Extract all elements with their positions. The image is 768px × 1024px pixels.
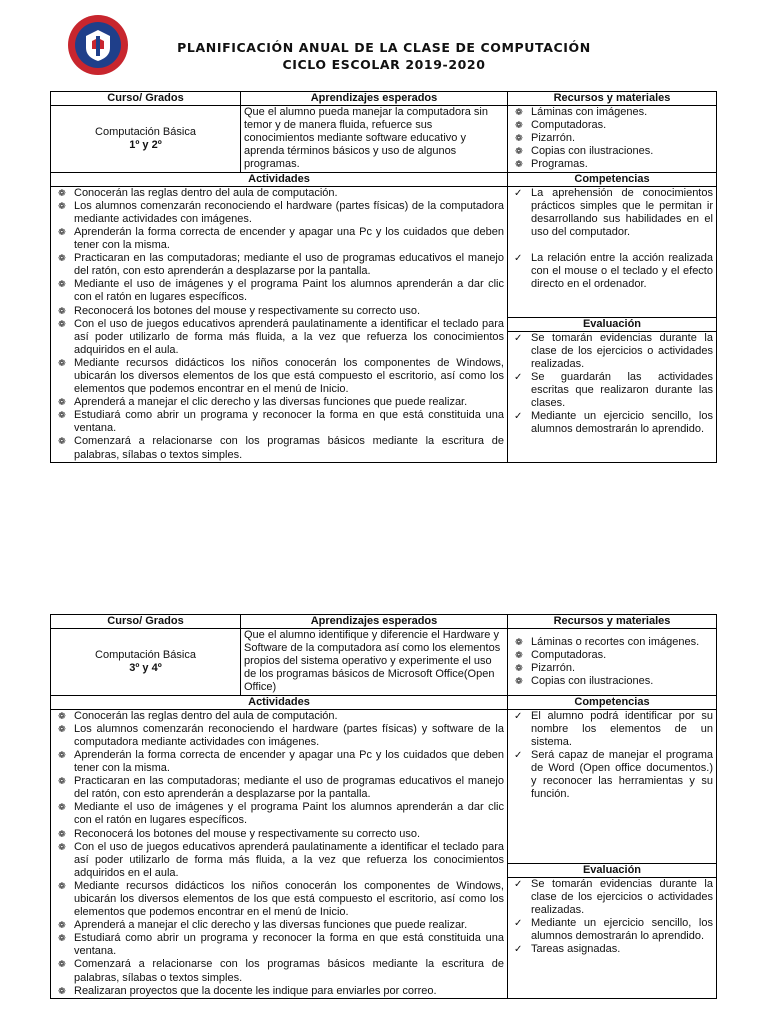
list-item-text: Tareas asignadas. (531, 943, 621, 956)
mouse-icon: ❁ (515, 147, 523, 158)
mouse-icon: ❁ (515, 676, 523, 687)
list-item (54, 880, 504, 919)
resources-list (511, 636, 713, 688)
section-body-row (51, 186, 717, 317)
list-item-text: La aprehensión de conocimientos prácticos simples que le permitan ir desarrollando sus habilidades en el uso del computador. (531, 186, 713, 238)
list-item (511, 636, 713, 649)
competencies-header: Competencias (508, 172, 717, 186)
list-item (511, 106, 713, 119)
mouse-icon: ❁ (58, 921, 66, 932)
mouse-icon: ❁ (515, 134, 523, 145)
activities-cell (51, 709, 508, 998)
mouse-icon: ❁ (515, 663, 523, 674)
list-item-text: Aprenderán la forma correcta de encender y apagar una Pc y los cuidados que deben tener con la misma. (74, 225, 504, 252)
evaluation-list (511, 332, 713, 437)
list-item-text: Reconocerá los botones del mouse y respectivamente su correcto uso. (74, 827, 421, 840)
table-header-row (51, 92, 717, 106)
page-title: PLANIFICACIÓN ANUAL DE LA CLASE DE COMPUTACIÓN (177, 40, 591, 55)
mouse-icon: ❁ (58, 777, 66, 788)
mouse-icon: ❁ (58, 254, 66, 265)
list-item-text: Practicaran en las computadoras; mediante el uso de programas educativos el manejo del ratón, con esto aprenderán a desplazarse por la pantalla. (74, 775, 504, 801)
section-header-row (51, 172, 717, 186)
learning-cell: Que el alumno pueda manejar la computadora sin temor y de manera fluida, refuerce sus conocimientos mediante software educativo y aprenda términos básicos y uso de algunos programas. (241, 106, 508, 172)
resources-header: Recursos y materiales (508, 615, 717, 629)
mouse-icon: ❁ (58, 358, 66, 369)
resources-cell (508, 106, 717, 172)
list-item-text: Láminas o recortes con imágenes. (531, 635, 700, 648)
list-item-text: Se tomarán evidencias durante la clase de los ejercicios o actividades realizadas. (531, 331, 713, 370)
course-cell (51, 106, 241, 172)
resources-list (511, 106, 713, 171)
list-item (511, 649, 713, 662)
list-item-text: Se guardarán las actividades escritas que realizaron durante las clases. (531, 370, 713, 410)
list-item (54, 919, 504, 932)
list-item (511, 252, 713, 291)
list-item-text: Conocerán las reglas dentro del aula de computación. (74, 186, 338, 199)
resources-header: Recursos y materiales (508, 92, 717, 106)
list-item (511, 662, 713, 675)
checkmark-icon: ✓ (514, 371, 523, 383)
mouse-icon: ❁ (58, 319, 66, 330)
planning-table-2 (50, 614, 717, 999)
list-item-text: Conocerán las reglas dentro del aula de computación. (74, 709, 338, 722)
checkmark-icon: ✓ (514, 332, 523, 344)
mouse-icon: ❁ (58, 306, 66, 317)
course-header: Curso/ Grados (51, 92, 241, 106)
list-item-text: Mediante un ejercicio sencillo, los alumnos demostrarán lo aprendido. (531, 410, 713, 436)
list-item (54, 828, 504, 841)
list-item-text: Mediante recursos didácticos los niños conocerán los componentes de Windows, ubicarán los diversos elementos de los que está compuesto el escritorio, así como los elementos que podemos encontrar en el menú de Inicio. (74, 356, 504, 396)
list-item (54, 318, 504, 357)
mouse-icon: ❁ (515, 108, 523, 119)
list-item-text: Los alumnos comenzarán reconociendo el hardware (partes físicas) de la computadora mediante actividades con imágenes. (74, 199, 504, 225)
list-item-text: Comenzará a relacionarse con los programas básicos mediante la escritura de palabras, sílabas o textos simples. (74, 435, 504, 461)
activities-header: Actividades (51, 695, 508, 709)
list-item (511, 710, 713, 749)
evaluation-header: Evaluación (508, 317, 717, 331)
list-item (511, 410, 713, 436)
list-item-text: Con el uso de juegos educativos aprenderá paulatinamente a identificar el teclado para así poder utilizarlo de forma más fluida, a la vez que refuerza los conocimientos adquiridos en el aula. (74, 840, 504, 879)
mouse-icon: ❁ (58, 829, 66, 840)
checkmark-icon: ✓ (514, 749, 523, 761)
list-item-text: Estudiará como abrir un programa y reconocer la forma en que está constituida una ventana. (74, 409, 504, 435)
list-item (54, 435, 504, 461)
page-subtitle: CICLO ESCOLAR 2019-2020 (282, 57, 486, 72)
list-item-text: Aprenderá a manejar el clic derecho y las diversas funciones que puede realizar. (74, 919, 468, 932)
list-item-text: Computadoras. (531, 119, 607, 132)
evaluation-cell (508, 331, 717, 462)
competencies-cell (508, 709, 717, 863)
list-item-text: Con el uso de juegos educativos aprenderá paulatinamente a identificar el teclado para así poder utilizarlo de forma más fluida, a la vez que refuerza los conocimientos adquiridos en el aula. (74, 317, 504, 356)
list-item (54, 305, 504, 318)
checkmark-icon: ✓ (514, 944, 523, 956)
list-item-text: Pizarrón. (531, 661, 576, 674)
mouse-icon: ❁ (58, 711, 66, 722)
list-item (54, 958, 504, 984)
activities-header: Actividades (51, 172, 508, 186)
table-info-row (51, 629, 717, 695)
checkmark-icon: ✓ (514, 878, 523, 890)
list-item (511, 917, 713, 943)
list-item (511, 878, 713, 917)
list-item (511, 371, 713, 410)
course-header: Curso/ Grados (51, 615, 241, 629)
list-item (54, 932, 504, 958)
activities-list (54, 187, 504, 462)
list-item (511, 145, 713, 158)
mouse-icon: ❁ (58, 960, 66, 971)
list-item-text: El alumno podrá identificar por su nombre los elementos de un sistema. (531, 709, 713, 748)
evaluation-cell (508, 877, 717, 998)
list-item-text: Mediante recursos didácticos los niños conocerán los componentes de Windows, ubicarán los diversos elementos de los que está compuesto el escritorio, así como los elementos que podemos encontrar en el menú de Inicio. (74, 879, 504, 919)
list-item (54, 775, 504, 801)
checkmark-icon: ✓ (514, 253, 523, 265)
checkmark-icon: ✓ (514, 187, 523, 199)
mouse-icon: ❁ (58, 201, 66, 212)
list-item-text: Aprenderá a manejar el clic derecho y las diversas funciones que puede realizar. (74, 396, 468, 409)
list-item (54, 985, 504, 998)
list-item-text: La relación entre la acción realizada con el mouse o el teclado y el efecto directo en el ordenador. (531, 252, 713, 291)
list-item (54, 278, 504, 304)
evaluation-header: Evaluación (508, 863, 717, 877)
activities-list (54, 710, 504, 998)
list-item-text: Copias con ilustraciones. (531, 674, 654, 687)
mouse-icon: ❁ (58, 724, 66, 735)
list-item-text: Realizaran proyectos que la docente les indique para enviarles por correo. (74, 984, 437, 997)
activities-cell (51, 186, 508, 462)
list-item-text: Aprenderán la forma correcta de encender y apagar una Pc y los cuidados que deben tener con la misma. (74, 748, 504, 775)
mouse-icon: ❁ (58, 227, 66, 238)
list-item (511, 187, 713, 239)
mouse-icon: ❁ (58, 437, 66, 448)
list-item (511, 158, 713, 171)
list-item (54, 749, 504, 775)
competencies-list (511, 187, 713, 292)
mouse-icon: ❁ (58, 881, 66, 892)
competencies-header: Competencias (508, 695, 717, 709)
mouse-icon: ❁ (58, 750, 66, 761)
list-item-text: Programas. (531, 158, 588, 171)
list-item (511, 675, 713, 688)
course-name: Computación Básica (95, 125, 196, 138)
list-item (54, 357, 504, 396)
list-item-text: Copias con ilustraciones. (531, 145, 654, 158)
table-header-row (51, 615, 717, 629)
list-item (54, 396, 504, 409)
list-item (511, 119, 713, 132)
mouse-icon: ❁ (58, 188, 66, 199)
list-item (511, 943, 713, 956)
list-item (54, 841, 504, 880)
mouse-icon: ❁ (58, 803, 66, 814)
mouse-icon: ❁ (58, 280, 66, 291)
list-item (54, 409, 504, 435)
mouse-icon: ❁ (515, 121, 523, 132)
mouse-icon: ❁ (58, 398, 66, 409)
list-item-text: Estudiará como abrir un programa y reconocer la forma en que está constituida una ventana. (74, 932, 504, 958)
course-cell (51, 629, 241, 695)
mouse-icon: ❁ (515, 160, 523, 171)
list-item-text: Pizarrón. (531, 132, 576, 145)
school-logo (67, 14, 129, 76)
mouse-icon: ❁ (515, 650, 523, 661)
mouse-icon: ❁ (58, 411, 66, 422)
checkmark-icon: ✓ (514, 411, 523, 423)
list-item (54, 187, 504, 200)
section-body-row (51, 709, 717, 863)
list-item-text: Reconocerá los botones del mouse y respectivamente su correcto uso. (74, 304, 421, 317)
list-item (54, 252, 504, 278)
mouse-icon: ❁ (58, 934, 66, 945)
list-item (511, 132, 713, 145)
mouse-icon: ❁ (58, 842, 66, 853)
list-item-text: Será capaz de manejar el programa de Word (Open office documentos.) y reconocer las herramientas y su función. (531, 748, 713, 801)
competencies-list (511, 710, 713, 802)
list-item-text: Los alumnos comenzarán reconociendo el hardware (partes físicas) y software de la computadora mediante actividades con imágenes. (74, 722, 504, 748)
list-item-text: Mediante el uso de imágenes y el programa Paint los alumnos aprenderán a dar clic con el ratón en lugares específicos. (74, 801, 504, 827)
list-item (54, 226, 504, 252)
list-item-text: Mediante un ejercicio sencillo, los alumnos demostrarán lo aprendido. (531, 917, 713, 943)
course-grades: 1º y 2º (129, 138, 162, 151)
list-item (54, 801, 504, 827)
list-item-text: Láminas con imágenes. (531, 106, 648, 119)
table-info-row (51, 106, 717, 172)
list-item (54, 200, 504, 226)
course-name: Computación Básica (95, 648, 196, 661)
list-item (54, 723, 504, 749)
mouse-icon: ❁ (515, 637, 523, 648)
list-item-text: Computadoras. (531, 648, 607, 661)
learning-cell: Que el alumno identifique y diferencie el Hardware y Software de la computadora así como los elementos propios del sistema operativo y experimente el uso de los programas básicos de Microsoft Office(Open Office) (241, 629, 508, 695)
checkmark-icon: ✓ (514, 918, 523, 929)
evaluation-list (511, 878, 713, 957)
list-item-text: Mediante el uso de imágenes y el programa Paint los alumnos aprenderán a dar clic con el ratón en lugares específicos. (74, 278, 504, 304)
list-item-text: Comenzará a relacionarse con los programas básicos mediante la escritura de palabras, sílabas o textos simples. (74, 958, 504, 984)
list-item (511, 332, 713, 371)
resources-cell (508, 629, 717, 695)
planning-table-1 (50, 91, 717, 463)
course-grades: 3º y 4º (129, 661, 162, 674)
learning-header: Aprendizajes esperados (241, 92, 508, 106)
competencies-cell (508, 186, 717, 317)
learning-header: Aprendizajes esperados (241, 615, 508, 629)
checkmark-icon: ✓ (514, 710, 523, 722)
list-item (54, 710, 504, 723)
section-header-row (51, 695, 717, 709)
list-item (511, 749, 713, 801)
list-item-text: Se tomarán evidencias durante la clase de los ejercicios o actividades realizadas. (531, 877, 713, 916)
list-item-text: Practicaran en las computadoras; mediante el uso de programas educativos el manejo del ratón, con esto aprenderán a desplazarse por la pantalla. (74, 252, 504, 278)
mouse-icon: ❁ (58, 986, 66, 997)
